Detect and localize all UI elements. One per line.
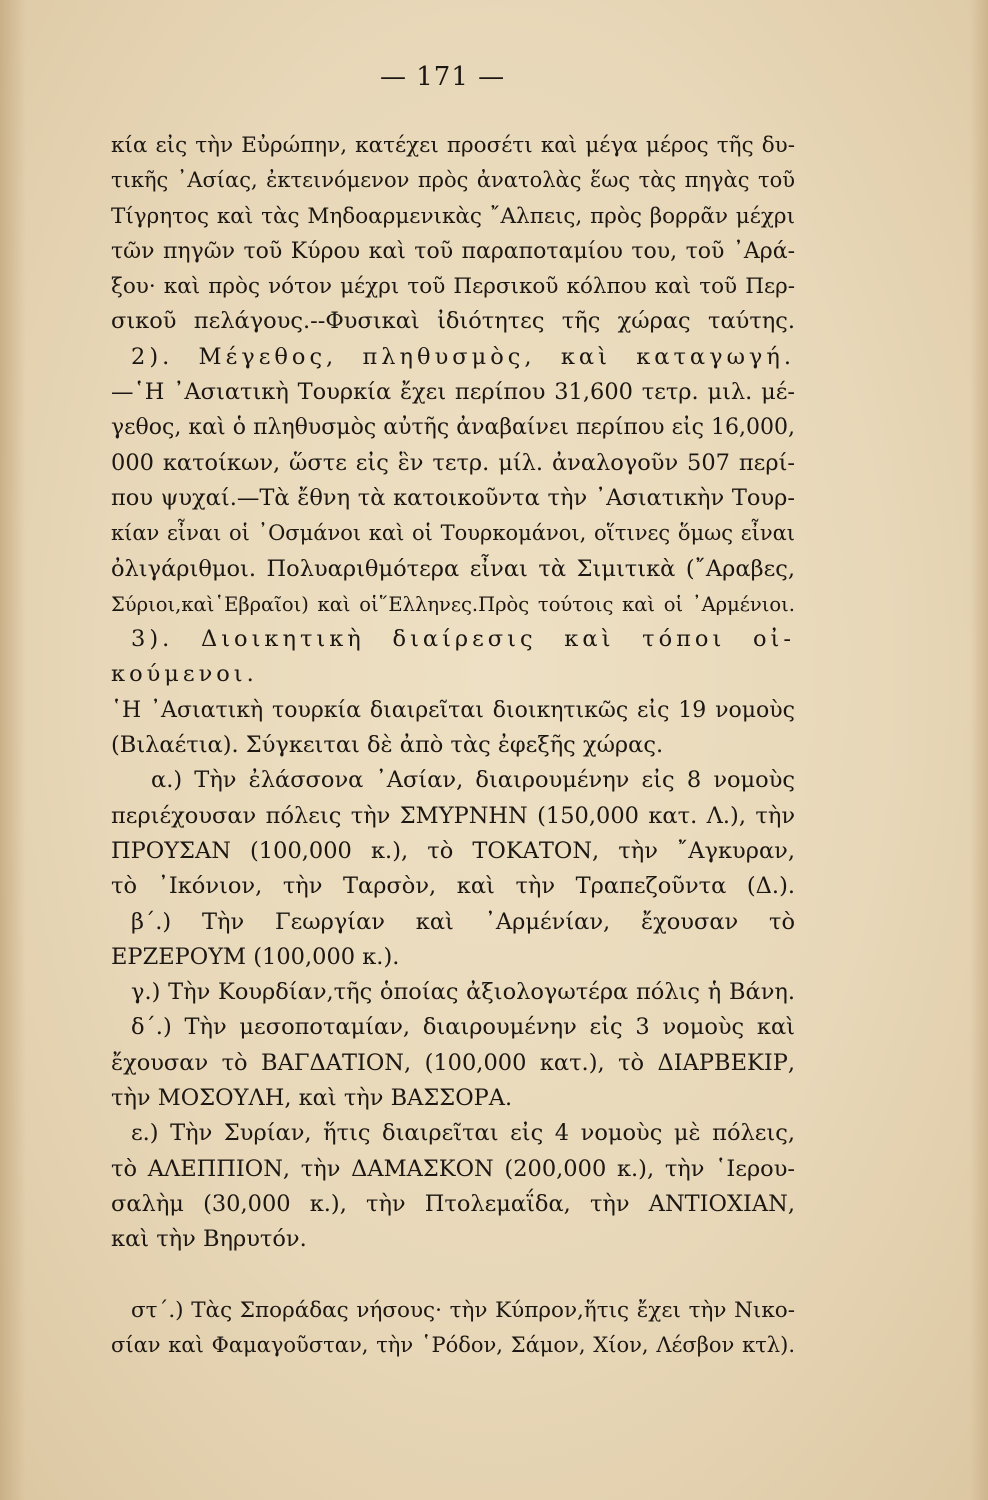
text-line: Τίγρητος καὶ τὰς Μηδοαρμενικὰς ῎Αλπεις, πρὸς βορρᾶν μέχρι — [111, 203, 795, 229]
text-line: Σύριοι,καὶ῾Εβραῖοι) καὶ οἱ῞Ελληνες.Πρὸς τούτοις καὶ οἱ ᾿Αρμένιοι. — [111, 592, 795, 616]
page-edge-left — [0, 0, 26, 1500]
text-line: γεθος, καὶ ὁ πληθυσμὸς αὐτῆς ἀναβαίνει περίπου εἰς 16,000, — [111, 415, 795, 441]
text-line: κούμενοι. — [111, 661, 258, 688]
text-line: τὸ ᾿Ικόνιον, τὴν Ταρσὸν, καὶ τὴν Τραπεζοῦντα (Δ.). — [111, 873, 795, 900]
section-heading-2: 2). Μέγεθος, πληθυσμὸς, καὶ καταγωγή. — [131, 343, 795, 370]
text-line: καὶ τὴν Βηρυτόν. — [111, 1226, 307, 1253]
text-line: τὸ ΑΛΕΠΠΙΟΝ, τὴν ΔΑΜΑΣΚΟΝ (200,000 κ.), τὴν ῾Ιερου- — [111, 1155, 795, 1182]
list-item-f: στ΄.) Τὰς Σποράδας νήσους· τὴν Κύπρον,ἥτις ἔχει τὴν Νικο- — [131, 1297, 795, 1323]
text-line: σικοῦ πελάγους.--Φυσικαὶ ἰδιότητες τῆς χώρας ταύτης. — [111, 308, 795, 335]
text-line: τικῆς ᾿Ασίας, ἐκτεινόμενον πρὸς ἀνατολὰς ἕως τὰς πηγὰς τοῦ — [111, 168, 795, 193]
page-edge-right — [970, 0, 988, 1500]
list-item-a: α.) Τὴν ἐλάσσονα ᾿Ασίαν, διαιρουμένην εἰς 8 νομοὺς — [151, 767, 795, 794]
list-item-c: γ.) Τὴν Κουρδίαν,τῆς ὁποίας ἀξιολογωτέρα πόλις ἡ Βάνη. — [131, 979, 795, 1006]
text-line: σίαν καὶ Φαμαγοῦσταν, τὴν ῾Ρόδον, Σάμον, Χίον, Λέσβον κτλ). — [111, 1333, 795, 1358]
list-item-d: δ΄.) Τὴν μεσοποταμίαν, διαιρουμένην εἰς 3 νομοὺς καὶ — [131, 1014, 795, 1041]
text-line: ῾Η ᾿Ασιατικὴ τουρκία διαιρεῖται διοικητικῶς εἰς 19 νομοὺς — [111, 697, 795, 723]
text-line: τὴν ΜΟΣΟΥΛΗ, καὶ τὴν ΒΑΣΣΟΡΑ. — [111, 1085, 513, 1112]
text-line: κίαν εἶναι οἱ ᾿Οσμάνοι καὶ οἱ Τουρκομάνοι, οἵτινες ὅμως εἶναι — [111, 521, 795, 546]
text-line: τῶν πηγῶν τοῦ Κύρου καὶ τοῦ παραποταμίου του, τοῦ ᾿Αρά- — [111, 238, 795, 264]
text-line: 000 κατοίκων, ὥστε εἰς ἓν τετρ. μίλ. ἀναλογοῦν 507 περί- — [111, 449, 795, 476]
text-line: ξου· καὶ πρὸς νότον μέχρι τοῦ Περσικοῦ κόλπου καὶ τοῦ Περ- — [111, 274, 795, 300]
text-line: ΠΡΟΥΣΑΝ (100,000 κ.), τὸ ΤΟΚΑΤΟΝ, τὴν ῎Αγκυραν, — [111, 837, 795, 864]
blank-line — [111, 1258, 795, 1293]
list-item-b: β΄.) Τὴν Γεωργίαν καὶ ᾿Αρμένίαν, ἔχουσαν τὸ — [131, 908, 795, 935]
text-line: σαλὴμ (30,000 κ.), τὴν Πτολεμαΐδα, τὴν ΑΝΤΙΟΧΙΑΝ, — [111, 1190, 795, 1217]
text-line: περιέχουσαν πόλεις τὴν ΣΜΥΡΝΗΝ (150,000 κατ. Λ.), τὴν — [111, 802, 795, 829]
text-line: ὀλιγάριθμοι. Πολυαριθμότερα εἶναι τὰ Σιμιτικὰ (῎Αραβες, — [111, 555, 795, 582]
text-line: ΕΡΖΕΡΟΥΜ (100,000 κ.). — [111, 943, 400, 970]
body-text — [111, 128, 795, 1363]
page-number: — 171 — — [380, 62, 506, 92]
text-line: —῾Η ᾿Ασιατικὴ Τουρκία ἔχει περίπου 31,600 τετρ. μιλ. μέ- — [111, 379, 795, 406]
section-heading-3: 3). Διοικητικὴ διαίρεσις καὶ τόποι οἰ- — [131, 626, 795, 653]
text-line: κία εἰς τὴν Εὐρώπην, κατέχει προσέτι καὶ μέγα μέρος τῆς δυ- — [111, 133, 795, 158]
text-line: που ψυχαί.—Τὰ ἔθνη τὰ κατοικοῦντα τὴν ᾿Ασιατικὴν Τουρ- — [111, 484, 795, 511]
text-line: (Βιλαέτια). Σύγκειται δὲ ἀπὸ τὰς ἐφεξῆς χώρας. — [111, 732, 664, 759]
list-item-e: ε.) Τὴν Συρίαν, ἥτις διαιρεῖται εἰς 4 νομοὺς μὲ πόλεις, — [131, 1120, 795, 1147]
text-line: ἔχουσαν τὸ ΒΑΓΔΑΤΙΟΝ, (100,000 κατ.), τὸ ΔΙΑΡΒΕΚΙΡ, — [111, 1049, 795, 1076]
